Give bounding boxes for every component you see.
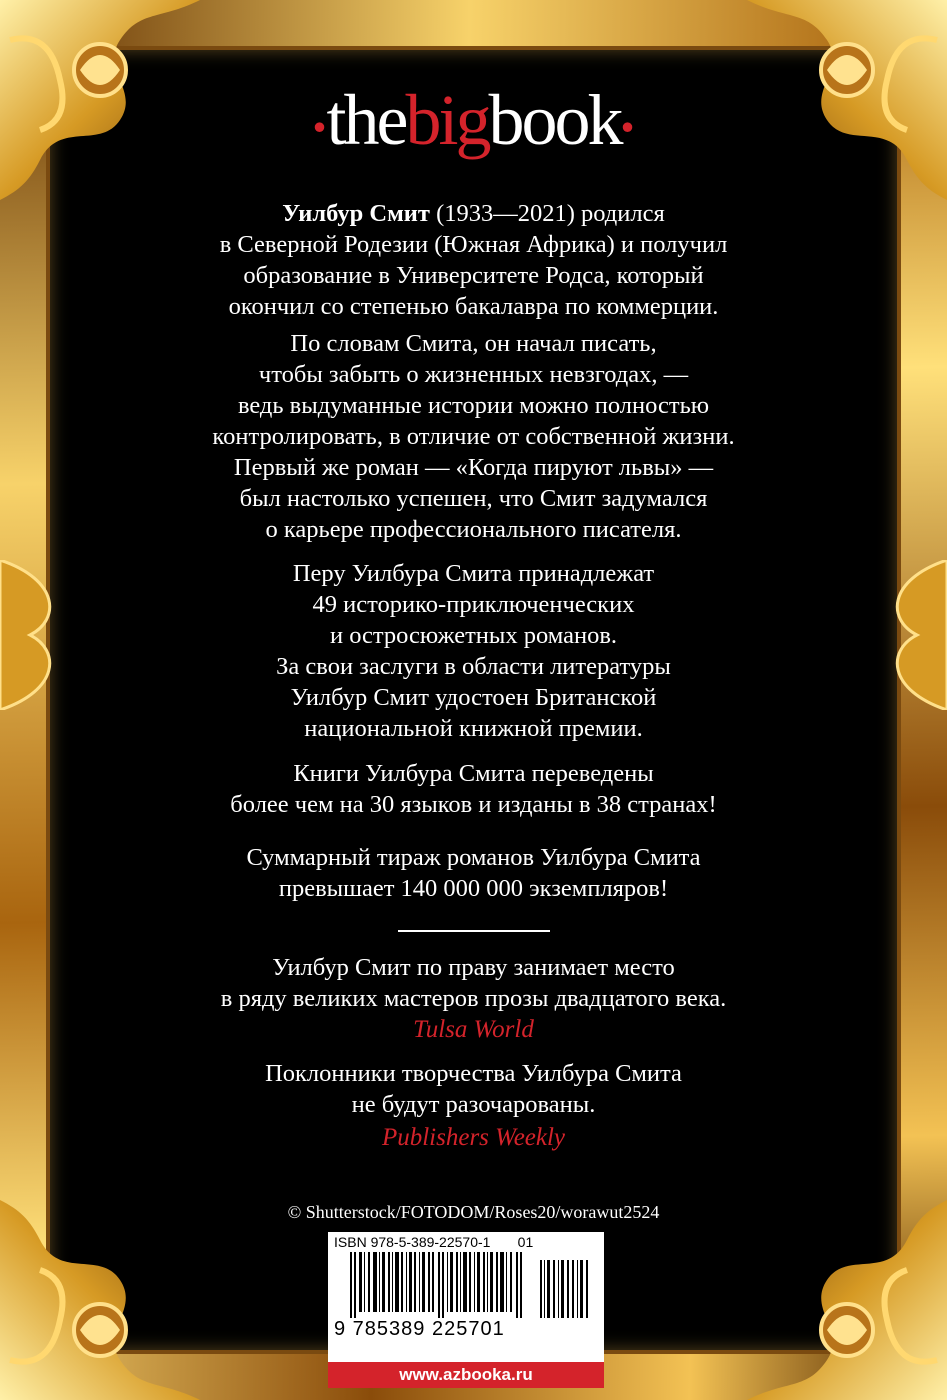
logo-the: the: [326, 80, 406, 160]
bio-line-1: (1933—2021) родился: [429, 200, 665, 227]
ornament-corner-bottom-left: [0, 1200, 200, 1400]
publisher-website: www.azbooka.ru: [328, 1362, 604, 1388]
text-line: и остросюжетных романов.: [329, 622, 618, 649]
text-line: о карьере профессионального писателя.: [265, 516, 682, 543]
text-line: Перу Уилбура Смита принадлежат: [292, 560, 655, 587]
text-line: По словам Смита, он начал писать,: [290, 330, 657, 357]
text-line: был настолько успешен, что Смит задумался: [239, 485, 708, 512]
works-paragraph: [150, 558, 797, 744]
ornament-side-left: [0, 560, 70, 710]
text-line: чтобы забыть о жизненных невзгодах, —: [258, 361, 689, 388]
text-line: национальной книжной премии.: [304, 715, 643, 742]
bio-paragraph: [150, 198, 797, 322]
text-line: более чем на 30 языков и изданы в 38 странах!: [230, 791, 717, 818]
quote-line: Уилбур Смит по праву занимает место: [272, 954, 675, 981]
ornament-corner-bottom-right: [747, 1200, 947, 1400]
barcode-bars: [350, 1252, 600, 1318]
text-line: превышает 140 000 000 экземпляров!: [278, 875, 669, 902]
text-line: За свои заслуги в области литературы: [276, 653, 671, 680]
bio-line-3: образование в Университете Родса, который: [243, 262, 704, 289]
bio-line-4: окончил со степенью бакалавра по коммерции.: [228, 293, 719, 320]
logo-big: big: [405, 80, 489, 160]
divider: [398, 930, 550, 932]
text-line: ведь выдуманные истории можно полностью: [237, 392, 710, 419]
isbn-barcode: [328, 1232, 604, 1362]
quote-2: [150, 1058, 797, 1120]
series-logo: [0, 80, 947, 160]
bio-line-2: в Северной Родезии (Южная Африка) и получил: [219, 231, 728, 258]
ornament-side-right: [877, 560, 947, 710]
text-line: Первый же роман — «Когда пируют львы» —: [233, 454, 714, 481]
quote-line: в ряду великих мастеров прозы двадцатого века.: [220, 985, 727, 1012]
isbn-addon: 01: [517, 1234, 534, 1250]
quote-1: [150, 952, 797, 1014]
circulation-paragraph: [150, 842, 797, 904]
translations-paragraph: [150, 758, 797, 820]
text-line: 49 историко-приключенческих: [312, 591, 635, 618]
text-line: Уилбур Смит удостоен Британской: [290, 684, 657, 711]
logo-dot-left: •: [312, 104, 327, 150]
career-paragraph: [150, 328, 797, 545]
quote-line: не будут разочарованы.: [351, 1091, 596, 1118]
isbn-label: [334, 1234, 533, 1250]
barcode-digits: 9 785389 225701: [334, 1318, 505, 1340]
quote-2-source: Publishers Weekly: [381, 1124, 566, 1151]
isbn-number: ISBN 978-5-389-22570-1: [334, 1234, 491, 1250]
quote-line: Поклонники творчества Уилбура Смита: [265, 1060, 682, 1087]
author-name: Уилбур Смит: [282, 200, 430, 227]
text-line: контролировать, в отличие от собственной жизни.: [212, 423, 735, 450]
logo-dot-right: •: [620, 104, 635, 150]
text-line: Книги Уилбура Смита переведены: [293, 760, 654, 787]
quote-1-source: Tulsa World: [413, 1016, 534, 1043]
logo-book: book: [488, 80, 621, 160]
text-line: Суммарный тираж романов Уилбура Смита: [246, 844, 701, 871]
image-credit: © Shutterstock/FOTODOM/Roses20/worawut2524: [287, 1202, 660, 1222]
